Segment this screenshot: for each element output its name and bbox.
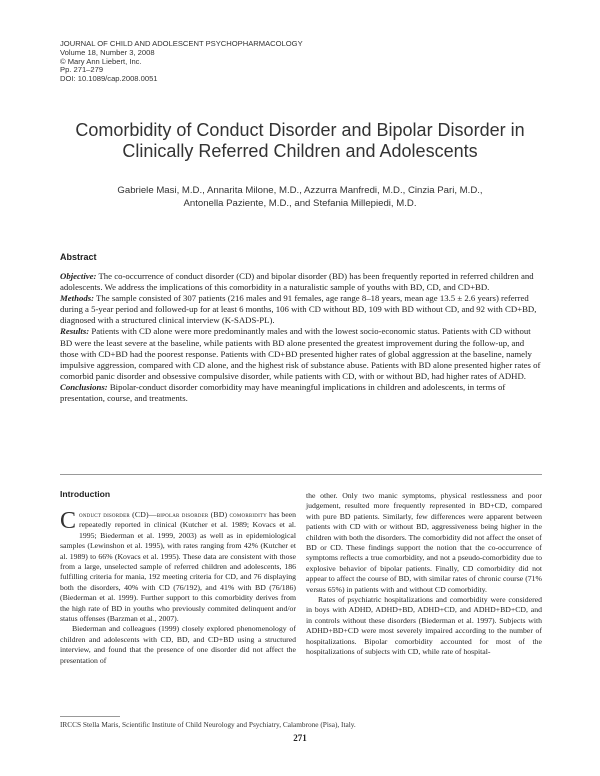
body-column-right — [306, 491, 542, 658]
objective-label: Objective: — [60, 271, 97, 281]
journal-publisher: © Mary Ann Liebert, Inc. — [60, 56, 142, 66]
intro-smallcaps: onduct disorder (CD)—bipolar disorder (BD) comorbidity — [79, 510, 267, 519]
author-line-1: Gabriele Masi, M.D., Annarita Milone, M.D., Azzurra Manfredi, M.D., Cinzia Pari, M.D., — [117, 185, 483, 196]
page-number: 271 — [293, 733, 307, 743]
intro-paragraph-2: Biederman and colleagues (1999) closely explored phenomenology of children and adolescents with CD, BD, and CD+BD using a structured interview, and found that the presence of one disorder did not affect the presentation of — [60, 624, 296, 665]
journal-volume: Volume 18, Number 3, 2008 — [60, 47, 155, 57]
methods-text: The sample consisted of 307 patients (216 males and 91 females, age range 8–18 years, mean age 13.5 ± 2.6 years) referred during a 5-year period and followed-up for at least 6 months, 106 with CD without BD, 109 with BD without CD, and 92 with CD+BD, diagnosed with a structured clinical interview (K-SADS-PL). — [60, 293, 537, 326]
abstract-body — [60, 271, 542, 404]
intro-paragraph-3: the other. Only two manic symptoms, physical restlessness and poor judgement, resulted more frequently represented in BD+CD, compared with pure BD patients. Similarly, few differences were apparent between patients with CD with or without BD, aggressiveness being higher in the children with both the disorders. The comorbidity did not affect the onset of BD or CD. These findings support the notion that the co-occurrence of symptoms reflects a true comorbidity, and not a pseudo-comorbidity due to explosive behavior of bipolar patients. Finally, CD comorbidity did not appear to affect the course of BD, with similar rates of chronic course (71% versus 65%) in patients with and without CD comorbidity. — [306, 491, 542, 594]
abstract-methods — [60, 293, 542, 326]
journal-header — [60, 40, 303, 84]
abstract-conclusions — [60, 382, 542, 404]
introduction-heading: Introduction — [60, 489, 111, 499]
journal-name: JOURNAL OF CHILD AND ADOLESCENT PSYCHOPHARMACOLOGY — [60, 39, 303, 48]
journal-pages: Pp. 271–279 — [60, 65, 104, 75]
results-text: Patients with CD alone were more predominantly males and with the lowest socio-economic status. Patients with CD without BD were the least severe at the baseline, while patients with BD alone presented the greatest improvement during the follow-up, and those with CD+BD had the poorest response. Patients with CD+BD presented higher rates of global aggression at the baseline, namely impulsive aggression, compared with CD alone, and the highest risk of substance abuse. Patients with BD alone presented higher rates of comorbid panic disorder and obsessive compulsive disorder, while patients with CD, with or without BD, had higher rates of ADHD. — [60, 326, 541, 381]
intro-paragraph-1-text: has been repeatedly reported in clinical (Kutcher et al. 1989; Kovacs et al. 1995; Biederman et al. 1999, 2003) as well as in epidemiological samples (Lewinshon et al. 1995), with rates ranging from 42% (Kutcher et al. 1989) to 66% (Kovacs et al. 1995). These data are consistent with those from a large, unselected sample of referred children and adolescents, 186 fulfilling criteria for mania, 192 meeting criteria for CD, and 76 displaying both the disorders, 40% with CD (76/192), and 41% with BD (76/186) (Biederman et al. 1999). Further support to this comorbidity derives from the high rate of BD in youths who previously commited delinquent and/or status offenses (Barzman et al., 2007). — [60, 510, 296, 624]
body-column-left — [60, 510, 296, 666]
drop-cap: C — [60, 508, 77, 534]
abstract-results — [60, 326, 542, 381]
article-title: Comorbidity of Conduct Disorder and Bipolar Disorder in Clinically Referred Children and Adolescents — [75, 120, 525, 161]
journal-doi: DOI: 10.1089/cap.2008.0051 — [60, 74, 158, 84]
affiliation-footnote: IRCCS Stella Maris, Scientific Institute of Child Neurology and Psychiatry, Calambrone (Pisa), Italy. — [60, 720, 356, 729]
abstract-objective — [60, 271, 542, 293]
author-list — [60, 184, 540, 210]
conclusions-text: Bipolar-conduct disorder comorbidity may have meaningful implications in children and adolescents, in terms of presentation, course, and treatments. — [60, 381, 506, 404]
footnote-divider — [60, 716, 120, 717]
intro-paragraph-1 — [60, 510, 296, 624]
results-label: Results: — [60, 326, 90, 337]
methods-label: Methods: — [60, 293, 95, 304]
section-divider — [60, 474, 542, 475]
intro-paragraph-4: Rates of psychiatric hospitalizations and comorbidity were considered in boys with ADHD, ADHD+BD, ADHD+CD, and ADHD+BD+CD, and in controls without these disorders (Biederman et al. 1997). Subjects with ADHD+BD+CD were most severely impaired according to the number of hospitalizations. Bipolar comorbidity accounted for most of the hospitalizations of subjects with CD, while rate of hospital- — [306, 595, 542, 657]
abstract-heading: Abstract — [60, 252, 97, 262]
conclusions-label: Conclusions: — [60, 381, 108, 392]
objective-text: The co-occurrence of conduct disorder (CD) and bipolar disorder (BD) has been frequently reported in referred children and adolescents. We address the implications of this comorbidity in a naturalistic sample of youths with BD, CD, and CD+BD. — [60, 271, 534, 293]
author-line-2: Antonella Paziente, M.D., and Stefania Millepiedi, M.D. — [183, 198, 417, 209]
